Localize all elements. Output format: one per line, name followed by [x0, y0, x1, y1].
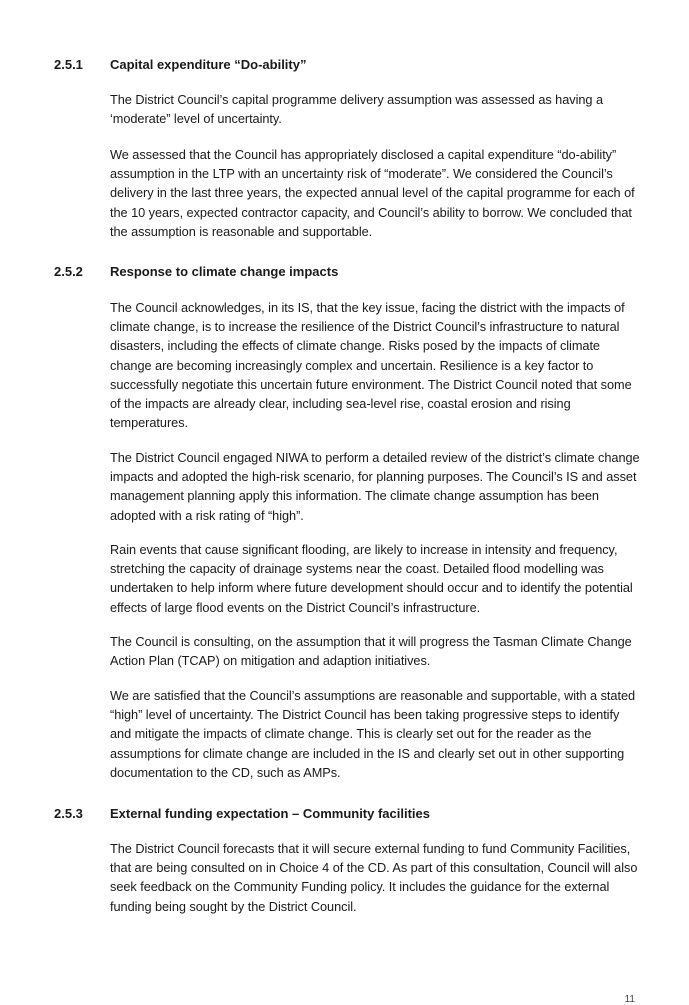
section-title: Response to climate change impacts [110, 264, 339, 279]
paragraph: The District Council’s capital programme delivery assumption was assessed as having a ‘moderate” level of uncertainty. [110, 92, 603, 127]
paragraph: The District Council forecasts that it will secure external funding to fund Community Facilities, that are being consulted on in Choice 4 of the CD. As part of this consultation, Council will also seek feedback on the Community Funding policy. It includes the guidance for the external funding being sought by the District Council. [110, 841, 638, 914]
paragraph: Rain events that cause significant flooding, are likely to increase in intensity and frequency, stretching the capacity of drainage systems near the coast. Detailed flood modelling was undertaken to help inform where future development should occur and to identify the potential effects of large flood events on the District Council’s infrastructure. [110, 542, 633, 615]
paragraph: The Council acknowledges, in its IS, that the key issue, facing the district with the impacts of climate change, is to increase the resilience of the District Council’s infrastructure to natural disasters, including the effects of climate change. Risks posed by the impacts of climate change are becoming increasingly complex and uncertain. Resilience is a key factor to successfully negotiate this uncertain future environment. The District Council noted that some of the impacts are already clear, including sea-level rise, coastal erosion and rising temperatures. [110, 300, 632, 431]
section-title: External funding expectation – Community facilities [110, 806, 431, 821]
paragraph: We are satisfied that the Council’s assumptions are reasonable and supportable, with a stated “high” level of uncertainty. The District Council has been taking progressive steps to identify and mitigate the impacts of climate change. This is clearly set out for the reader as the assumptions for climate change are included in the IS and clearly set out in other supporting documentation to the CD, such as AMPs. [110, 688, 636, 780]
page-number: 11 [624, 994, 635, 1005]
section-number: 2.5.3 [54, 806, 83, 821]
section-number: 2.5.2 [54, 264, 83, 279]
paragraph: The Council is consulting, on the assumption that it will progress the Tasman Climate Change Action Plan (TCAP) on mitigation and adaption initiatives. [110, 634, 632, 669]
section-title: Capital expenditure “Do-ability” [110, 57, 307, 72]
paragraph: We assessed that the Council has appropriately disclosed a capital expenditure “do-ability” assumption in the LTP with an uncertainty risk of “moderate”. We considered the Council’s delivery in the last three years, the expected annual level of the capital programme for each of the 10 years, expected contractor capacity, and Council’s ability to borrow. We concluded that the assumption is reasonable and supportable. [110, 147, 635, 239]
paragraph: The District Council engaged NIWA to perform a detailed review of the district’s climate change impacts and adopted the high-risk scenario, for planning purposes. The Council’s IS and asset management planning apply this information. The climate change assumption has been adopted with a risk rating of “high”. [110, 450, 640, 523]
section-number: 2.5.1 [54, 57, 83, 72]
